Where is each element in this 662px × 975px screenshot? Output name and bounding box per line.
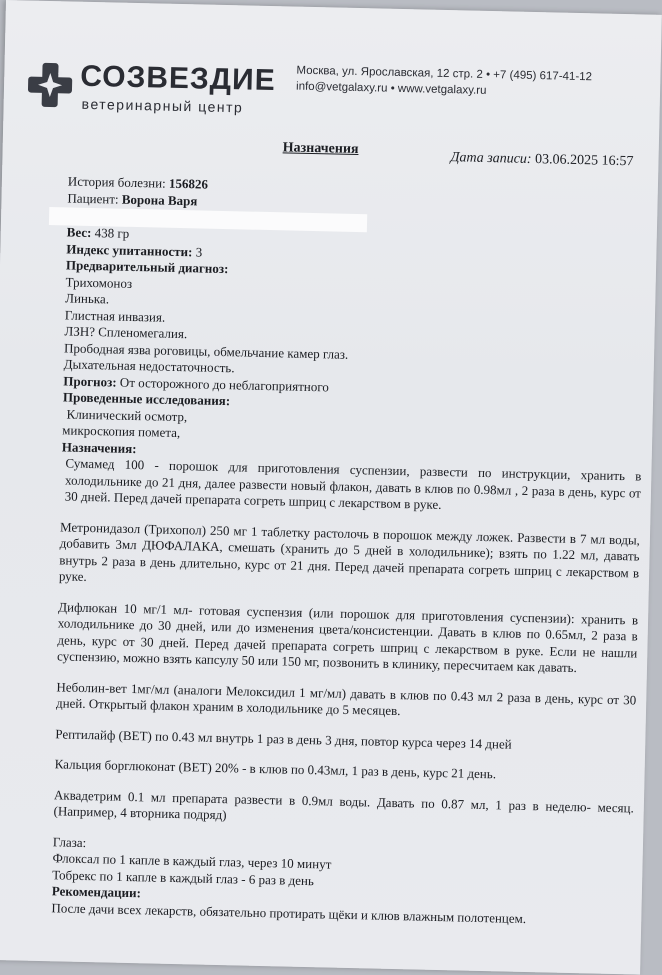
prescription-item: Рептилайф (ВЕТ) по 0.43 мл внутрь 1 раз в день 3 дня, повтор курса через 14 дней (55, 725, 512, 752)
weight-label: Вес: (66, 224, 92, 240)
recommendations-heading: Рекомендации: (51, 883, 142, 901)
patient-label: Пациент: (67, 189, 119, 207)
diagnosis-item: Линька. (65, 290, 110, 307)
index-value: 3 (195, 243, 203, 260)
record-date (450, 150, 633, 170)
eye-drops-item: Флоксал по 1 капле в каждый глаз, через 10 минут (52, 850, 332, 872)
clinic-name: СОЗВЕЗДИЕ (79, 59, 277, 98)
clinic-contacts (296, 63, 592, 102)
eyes-heading: Глаза: (52, 833, 87, 850)
letterhead (25, 56, 656, 130)
document-title: Назначения (282, 140, 359, 158)
diagnosis-item: ЛЗН? Спленомегалия. (64, 323, 188, 342)
prescription-item: Аквадетрим 0.1 мл препарата развести в 0.9мл воды. Давать по 0.87 мл, 1 раз в неделю- месяц. (Например, 4 вторника подряд) (53, 786, 635, 823)
diagnosis-item: Дыхательная недостаточность. (63, 356, 235, 376)
prescription-item: Неболин-вет 1мг/мл (аналоги Мелоксидил 1 мг/мл) давать в клюв по 0.43 мл 2 раза в день, курс от 30 дней. Открытый флакон храним в холодильнике до 5 месяцев. (55, 678, 637, 719)
date-label: Дата записи: (450, 150, 532, 167)
prescription-item: Сумамед 100 - порошок для приготовления суспензии, развести по инструкции, хранить в холодильнике до 21 дня, далее развести новый флакон, давать в клюв по 0.98мл , 2 раза в день, курс от 30 дней. Перед дачей препарата согреть шприц с лекарством в руке. (64, 455, 642, 513)
patient-value: Ворона Варя (121, 191, 198, 208)
history-label: История болезни: (67, 173, 166, 191)
clinic-subtitle: ветеринарный центр (81, 95, 244, 116)
date-value: 03.06.2025 16:57 (534, 152, 634, 170)
study-item: Клинический осмотр, (66, 405, 188, 424)
index-label: Индекс упитанности: (66, 240, 193, 259)
diagnosis-item: Прободная язва роговицы, обмельчание камер глаз. (63, 339, 349, 362)
clinic-address: Москва, ул. Ярославская, 12 стр. 2 • +7 (495) 617-41-12 (296, 64, 593, 84)
history-value: 156826 (168, 175, 209, 192)
prescription-item: Метронидазол (Трихопол) 250 мг 1 таблетку растолочь в порошок между ложек. Развести в 7 мл воды, добавить 3мл ДЮФАЛАКА, смешать (хранить до 5 дней в холодильнике); взять по 1.22 мл, давать внутрь 2 раза в день длительно, курс от 21 дня. Перед дачей препарата согреть шприц с лекарством в руке. (58, 518, 641, 584)
diagnosis-item: Глистная инвазия. (64, 306, 166, 325)
weight-value: 438 гр (94, 225, 130, 241)
studies-heading: Проведенные исследования: (62, 389, 231, 409)
cross-star-logo-icon (26, 60, 75, 109)
prognosis-label: Прогноз: (63, 372, 117, 390)
eye-drops-item: Тобрекс по 1 капле в каждый глаз - 6 раз в день (52, 866, 315, 888)
prescription-item: Кальция борглюконат (ВЕТ) 20% - в клюв по 0.43мл, 1 раз в день, курс 21 день. (54, 756, 497, 782)
study-item: микроскопия помета, (62, 422, 181, 441)
prognosis-value: От осторожного до неблагоприятного (119, 374, 330, 394)
document-body (51, 173, 648, 929)
prescriptions-heading: Назначения: (61, 438, 137, 456)
diagnosis-item: Трихомоноз (65, 273, 133, 291)
recommendation-text: После дачи всех лекарств, обязательно протирать щёки и клюв влажным полотенцем. (51, 899, 527, 926)
prescription-item: Дифлюкан 10 мг/1 мл- готовая суспензия (или порошок для приготовления суспензии): хранить в холодильнике до 30 дней, или до изменения цвета/консистенции. Давать в клюв по 0.65мл, 2 раза в день, курс от 30 дней. Перед дачей препарата согреть шприц с лекарством в руке. Если не нашли суспензию, можно взять капсулу 50 или 150 мг, позвонить в клинику, пересчитаем как давать. (56, 598, 639, 676)
diagnosis-heading: Предварительный диагноз: (65, 257, 229, 277)
clinic-web: info@vetgalaxy.ru • www.vetgalaxy.ru (295, 80, 487, 97)
